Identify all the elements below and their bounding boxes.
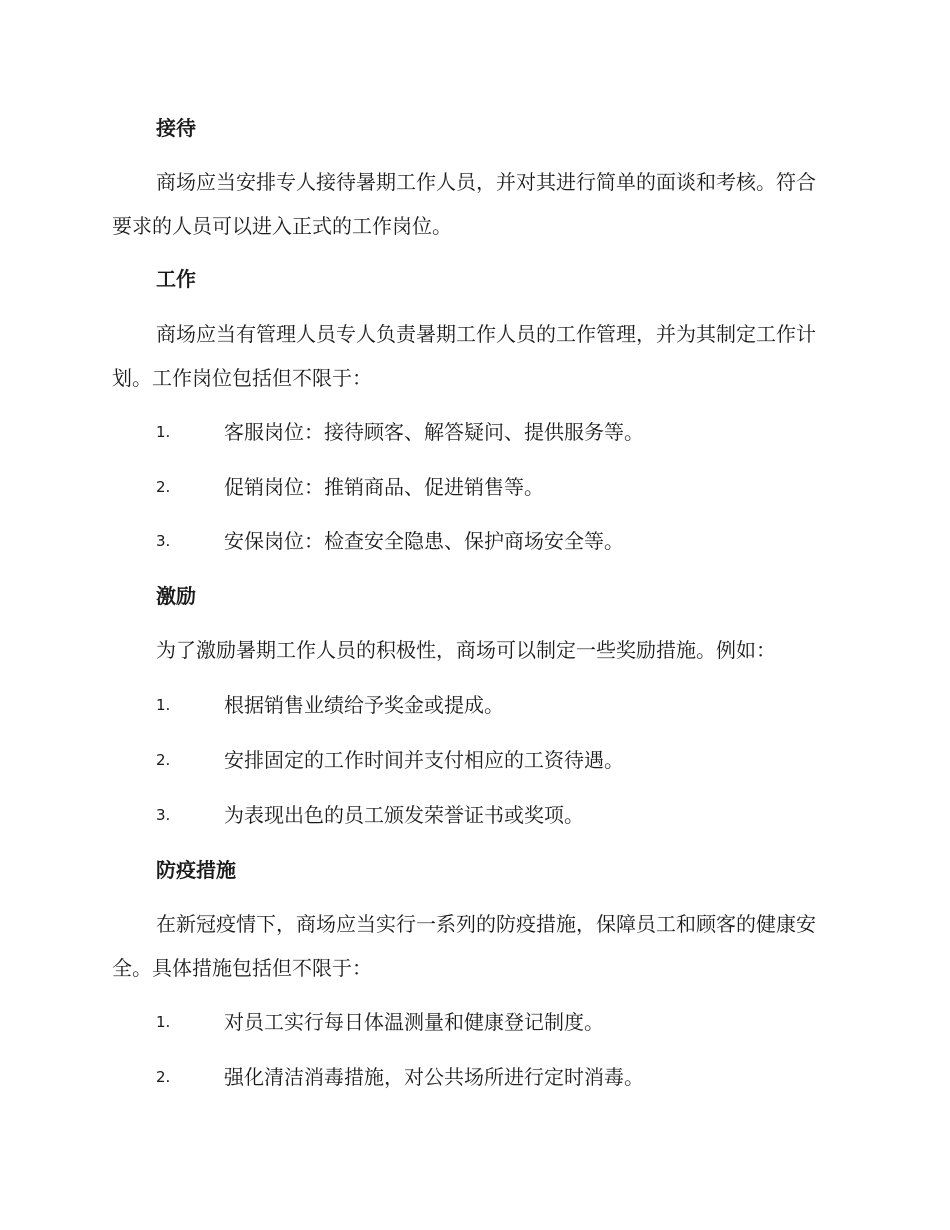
list-item-number: 2.: [156, 751, 171, 769]
section-paragraph-reception: 商场应当安排专人接待暑期工作人员，并对其进行简单的面谈和考核。符合要求的人员可以进入正式的工作岗位。: [112, 170, 816, 238]
list-item-number: 1.: [156, 423, 171, 441]
section-heading-incentive: 激励: [156, 584, 196, 608]
section-heading-reception: 接待: [156, 116, 196, 140]
section-paragraph-incentive: 为了激励暑期工作人员的积极性，商场可以制定一些奖励措施。例如：: [156, 638, 776, 662]
list-item-number: 1.: [156, 1013, 171, 1031]
section-heading-work: 工作: [156, 267, 196, 291]
list-item-number: 3.: [156, 806, 171, 824]
section-heading-epidemic-prevention: 防疫措施: [156, 858, 236, 882]
list-item-number: 2.: [156, 478, 171, 496]
list-item-text: 客服岗位：接待顾客、解答疑问、提供服务等。: [224, 420, 644, 444]
list-item-text: 对员工实行每日体温测量和健康登记制度。: [224, 1010, 604, 1034]
section-paragraph-work: 商场应当有管理人员专人负责暑期工作人员的工作管理，并为其制定工作计划。工作岗位包括但不限于：: [112, 322, 816, 390]
list-item-number: 2.: [156, 1068, 171, 1086]
list-item-text: 为表现出色的员工颁发荣誉证书或奖项。: [224, 803, 584, 827]
list-item-number: 1.: [156, 696, 171, 714]
section-paragraph-epidemic-prevention: 在新冠疫情下，商场应当实行一系列的防疫措施，保障员工和顾客的健康安全。具体措施包括但不限于：: [112, 912, 816, 980]
list-item-text: 安保岗位：检查安全隐患、保护商场安全等。: [224, 529, 624, 553]
list-item-text: 安排固定的工作时间并支付相应的工资待遇。: [224, 748, 624, 772]
list-item-text: 根据销售业绩给予奖金或提成。: [224, 693, 504, 717]
list-item-text: 强化清洁消毒措施，对公共场所进行定时消毒。: [224, 1065, 644, 1089]
list-item-text: 促销岗位：推销商品、促进销售等。: [224, 475, 544, 499]
list-item-number: 3.: [156, 532, 171, 550]
